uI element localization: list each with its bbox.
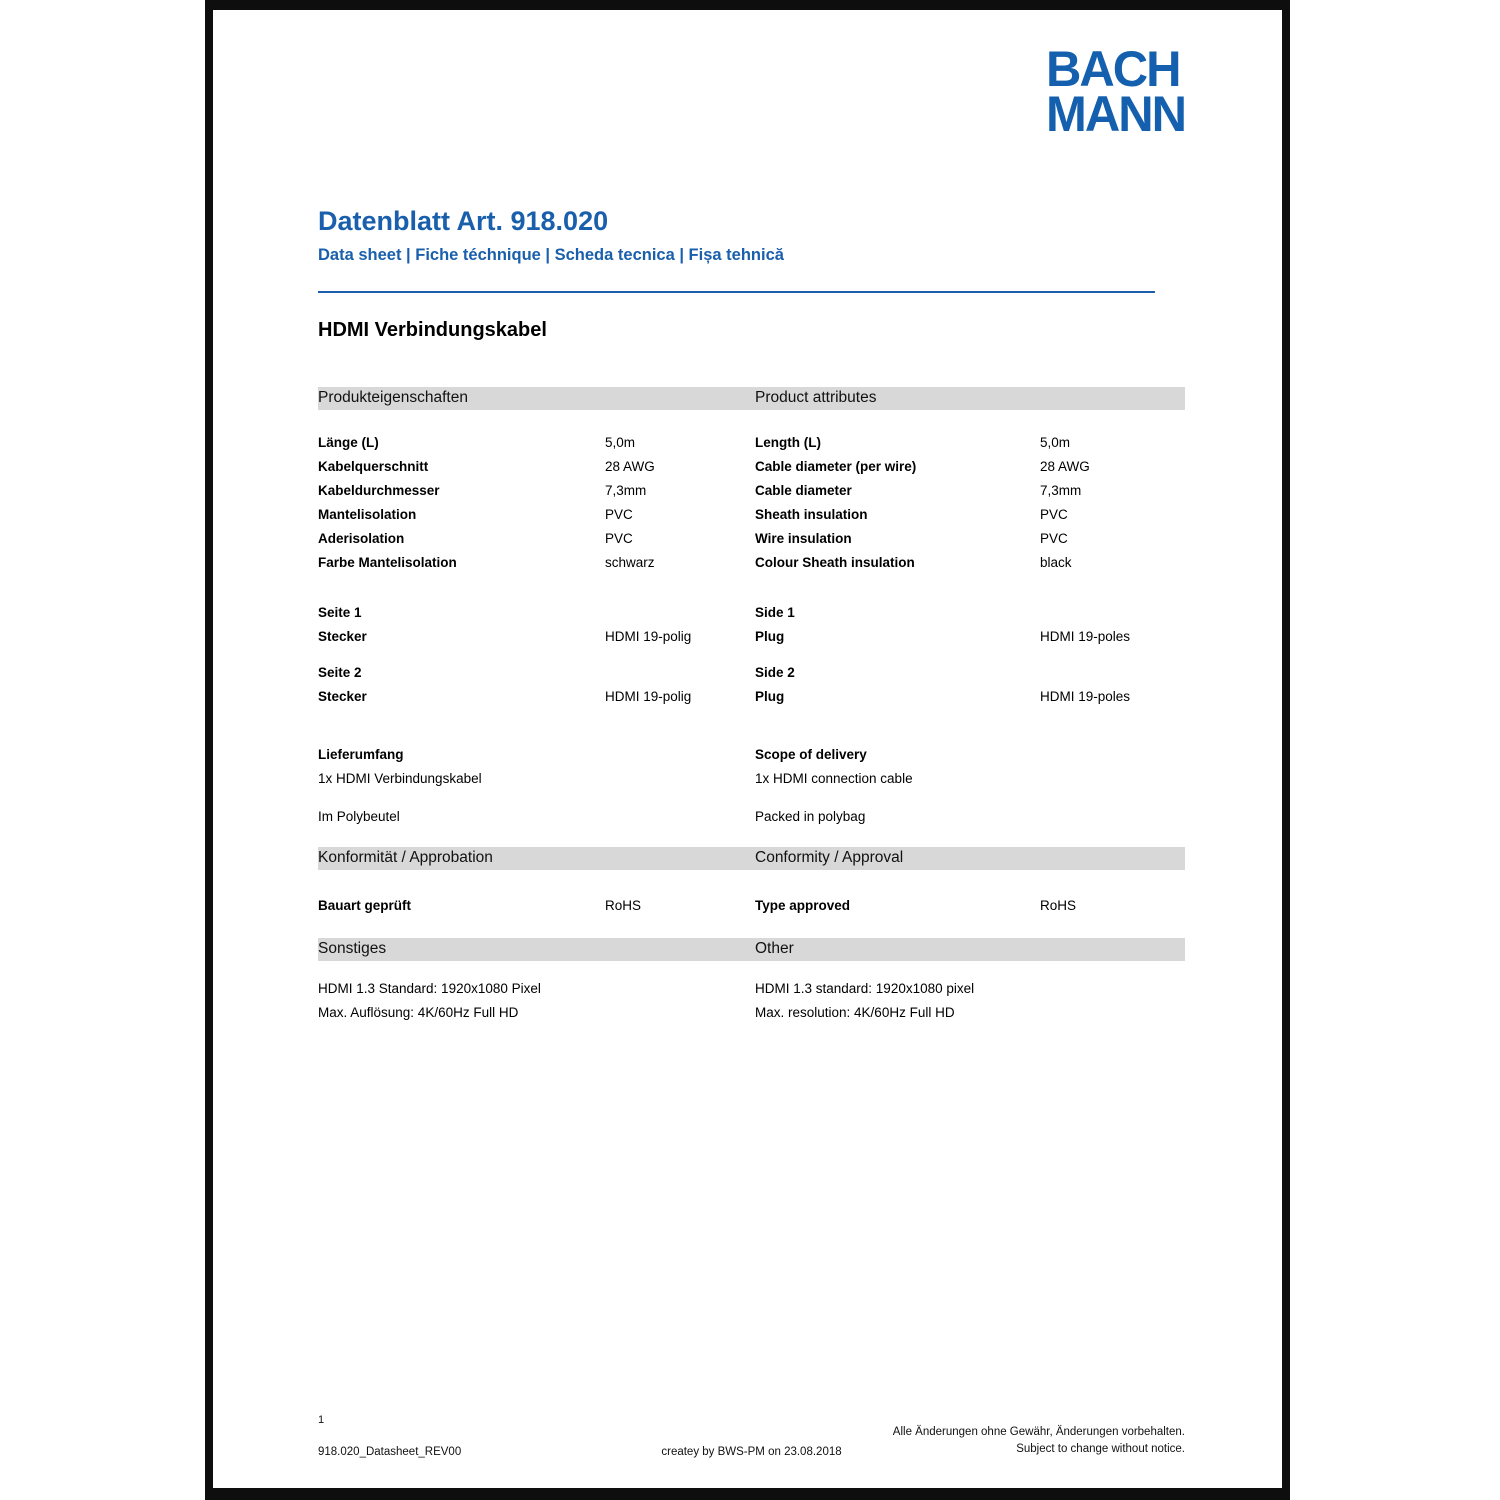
spec-value: PVC (605, 507, 633, 522)
other-de-line2: Max. Auflösung: 4K/60Hz Full HD (318, 1005, 519, 1020)
delivery-item-de: 1x HDMI Verbindungskabel (318, 771, 482, 786)
other-de-line1: HDMI 1.3 Standard: 1920x1080 Pixel (318, 981, 541, 996)
section-header-de: Sonstiges (318, 940, 387, 957)
section-header-de: Konformität / Approbation (318, 849, 493, 866)
logo-line-1: BACH (1046, 42, 1180, 98)
side2-title-de: Seite 2 (318, 665, 362, 680)
page-subtitle: Data sheet | Fiche téchnique | Scheda tecnica | Fișa tehnică (318, 246, 784, 264)
spec-value: 28 AWG (605, 459, 655, 474)
delivery-title-en: Scope of delivery (755, 747, 867, 762)
conformity-row (318, 894, 1185, 918)
spec-value: PVC (605, 531, 633, 546)
title-divider (318, 291, 1155, 293)
side1-title-de: Seite 1 (318, 605, 362, 620)
side2-title-en: Side 2 (755, 665, 795, 680)
spec-label: Farbe Mantelisolation (318, 555, 457, 570)
section-header-conformity (318, 847, 1185, 870)
spec-label: Stecker (318, 689, 367, 704)
spec-value: 7,3mm (605, 483, 647, 498)
footer-notice-de: Alle Änderungen ohne Gewähr, Änderungen vorbehalten. (892, 1426, 1185, 1438)
page-content (318, 10, 1185, 1025)
other-en-line2: Max. resolution: 4K/60Hz Full HD (755, 1005, 955, 1020)
spec-value: PVC (1040, 507, 1068, 522)
spec-value: HDMI 19-poles (1040, 689, 1131, 704)
spec-value: 5,0m (1040, 435, 1071, 450)
footer-notice-en: Subject to change without notice. (1016, 1443, 1185, 1455)
footer-created-by: createy by BWS-PM on 23.08.2018 (661, 1446, 842, 1458)
other-en-line1: HDMI 1.3 standard: 1920x1080 pixel (755, 981, 975, 996)
side2-block (318, 661, 1185, 709)
spec-label: Wire insulation (755, 531, 852, 546)
spec-value: HDMI 19-polig (605, 689, 692, 704)
spec-label: Kabelquerschnitt (318, 459, 429, 474)
spec-label: Length (L) (755, 435, 821, 450)
spec-label: Cable diameter (per wire) (755, 459, 917, 474)
section-header-en: Product attributes (755, 389, 877, 406)
side1-title-en: Side 1 (755, 605, 795, 620)
spec-value: HDMI 19-poles (1040, 629, 1131, 644)
spec-label: Cable diameter (755, 483, 852, 498)
spec-label: Plug (755, 689, 785, 704)
spec-value: 28 AWG (1040, 459, 1090, 474)
spec-label: Aderisolation (318, 531, 405, 546)
packaging-de: Im Polybeutel (318, 809, 400, 824)
spec-value: PVC (1040, 531, 1068, 546)
footer-doc-ref: 918.020_Datasheet_REV00 (318, 1446, 462, 1458)
footer-bottom-row (318, 1424, 1185, 1458)
spec-label: Länge (L) (318, 435, 379, 450)
spec-label: Sheath insulation (755, 507, 868, 522)
page-title: Datenblatt Art. 918.020 (318, 206, 609, 236)
spec-label: Colour Sheath insulation (755, 555, 915, 570)
datasheet-page (205, 0, 1290, 1500)
section-header-de: Produkteigenschaften (318, 389, 468, 406)
section-header-product-attributes (318, 387, 1185, 410)
spec-value: 5,0m (605, 435, 636, 450)
section-header-en: Other (755, 940, 794, 957)
spec-label: Type approved (755, 898, 851, 913)
side1-block (318, 601, 1185, 649)
spec-value: HDMI 19-polig (605, 629, 692, 644)
page-number: 1 (318, 1414, 325, 1426)
delivery-item-en: 1x HDMI connection cable (755, 771, 913, 786)
logo-line-2: MANN (1046, 86, 1185, 143)
spec-label: Kabeldurchmesser (318, 483, 440, 498)
spec-value: RoHS (605, 898, 642, 913)
section-header-other (318, 938, 1185, 961)
footer-notices (893, 1424, 1185, 1458)
delivery-block (318, 743, 1185, 791)
packaging-block (318, 805, 1185, 829)
spec-value: schwarz (605, 555, 655, 570)
spec-label: Stecker (318, 629, 367, 644)
doc-title: HDMI Verbindungskabel (318, 319, 547, 341)
spec-value: 7,3mm (1040, 483, 1082, 498)
delivery-title-de: Lieferumfang (318, 747, 404, 762)
spec-label: Mantelisolation (318, 507, 417, 522)
section-header-en: Conformity / Approval (755, 849, 904, 866)
page-footer (318, 1414, 1185, 1458)
attributes-rows (318, 431, 1185, 575)
spec-label: Plug (755, 629, 785, 644)
packaging-en: Packed in polybag (755, 809, 866, 824)
spec-label: Bauart geprüft (318, 898, 412, 913)
other-block (318, 977, 1185, 1025)
spec-value: RoHS (1040, 898, 1077, 913)
spec-value: black (1040, 555, 1072, 570)
